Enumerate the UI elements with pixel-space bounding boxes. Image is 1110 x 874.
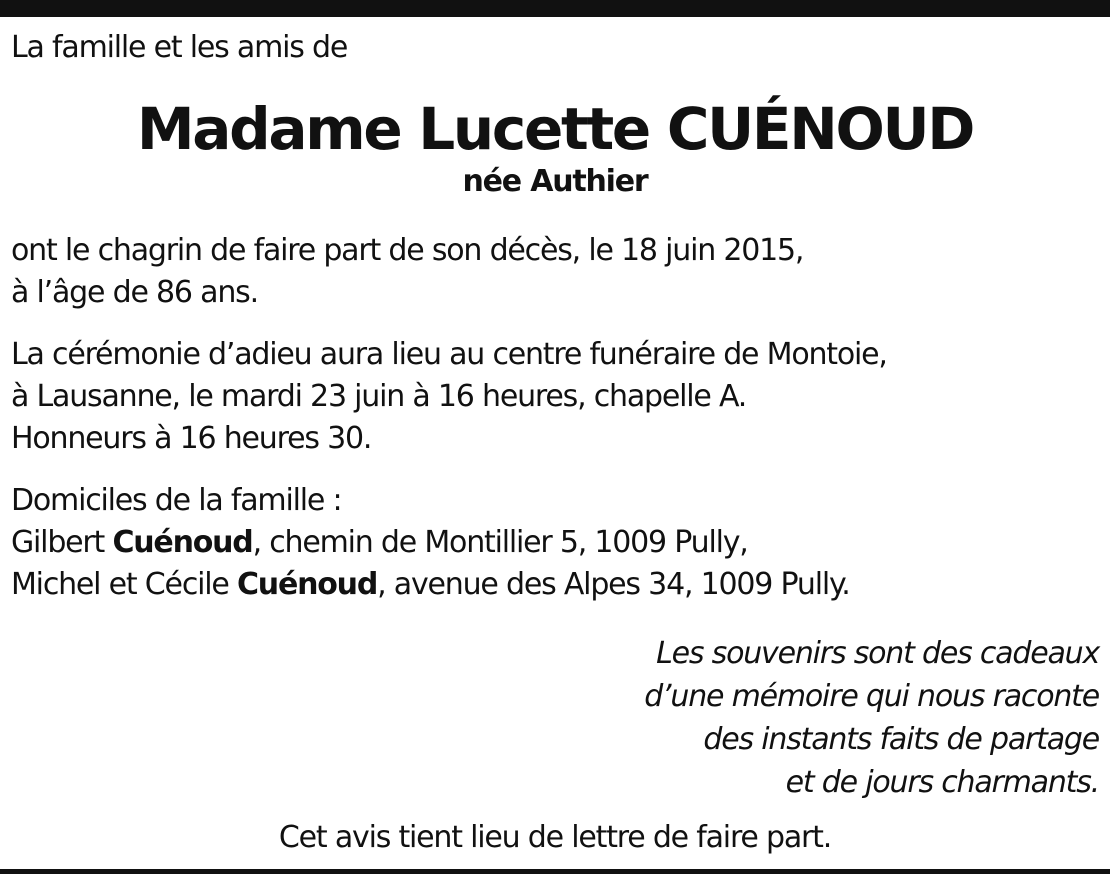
memorial-quote — [644, 632, 1099, 804]
top-rule — [0, 0, 1110, 17]
maiden-name: née Authier — [462, 164, 648, 199]
ceremony-details — [11, 334, 887, 460]
ceremony-line: La cérémonie d’adieu aura lieu au centre funéraire de Montoie, — [11, 337, 887, 372]
quote-line: Les souvenirs sont des cadeaux — [656, 636, 1099, 671]
address-surname: Cuénoud — [236, 567, 378, 602]
address-entry — [11, 564, 850, 606]
quote-line: des instants faits de partage — [703, 722, 1099, 757]
age-line: à l’âge de 86 ans. — [11, 275, 258, 310]
honours-line: Honneurs à 16 heures 30. — [11, 421, 372, 456]
quote-line: et de jours charmants. — [785, 765, 1099, 800]
bottom-rule — [0, 869, 1110, 874]
address-prefix: Michel et Cécile — [11, 567, 237, 602]
address-surname: Cuénoud — [112, 525, 253, 560]
quote-line: d’une mémoire qui nous raconte — [644, 679, 1099, 714]
address-prefix: Gilbert — [11, 525, 113, 560]
address-suffix: , chemin de Montillier 5, 1009 Pully, — [252, 525, 748, 560]
addresses-heading: Domiciles de la famille : — [11, 483, 342, 518]
deceased-name: Madame Lucette CUÉNOUD — [136, 95, 974, 163]
family-addresses — [11, 480, 850, 606]
death-line: ont le chagrin de faire part de son décès, le 18 juin 2015, — [11, 233, 804, 268]
address-entry — [11, 522, 850, 564]
intro-line: La famille et les amis de — [11, 30, 348, 65]
ceremony-line: à Lausanne, le mardi 23 juin à 16 heures, chapelle A. — [11, 379, 747, 414]
address-suffix: , avenue des Alpes 34, 1009 Pully. — [377, 567, 850, 602]
closing-note: Cet avis tient lieu de lettre de faire part. — [278, 820, 832, 855]
death-announcement — [11, 230, 803, 314]
